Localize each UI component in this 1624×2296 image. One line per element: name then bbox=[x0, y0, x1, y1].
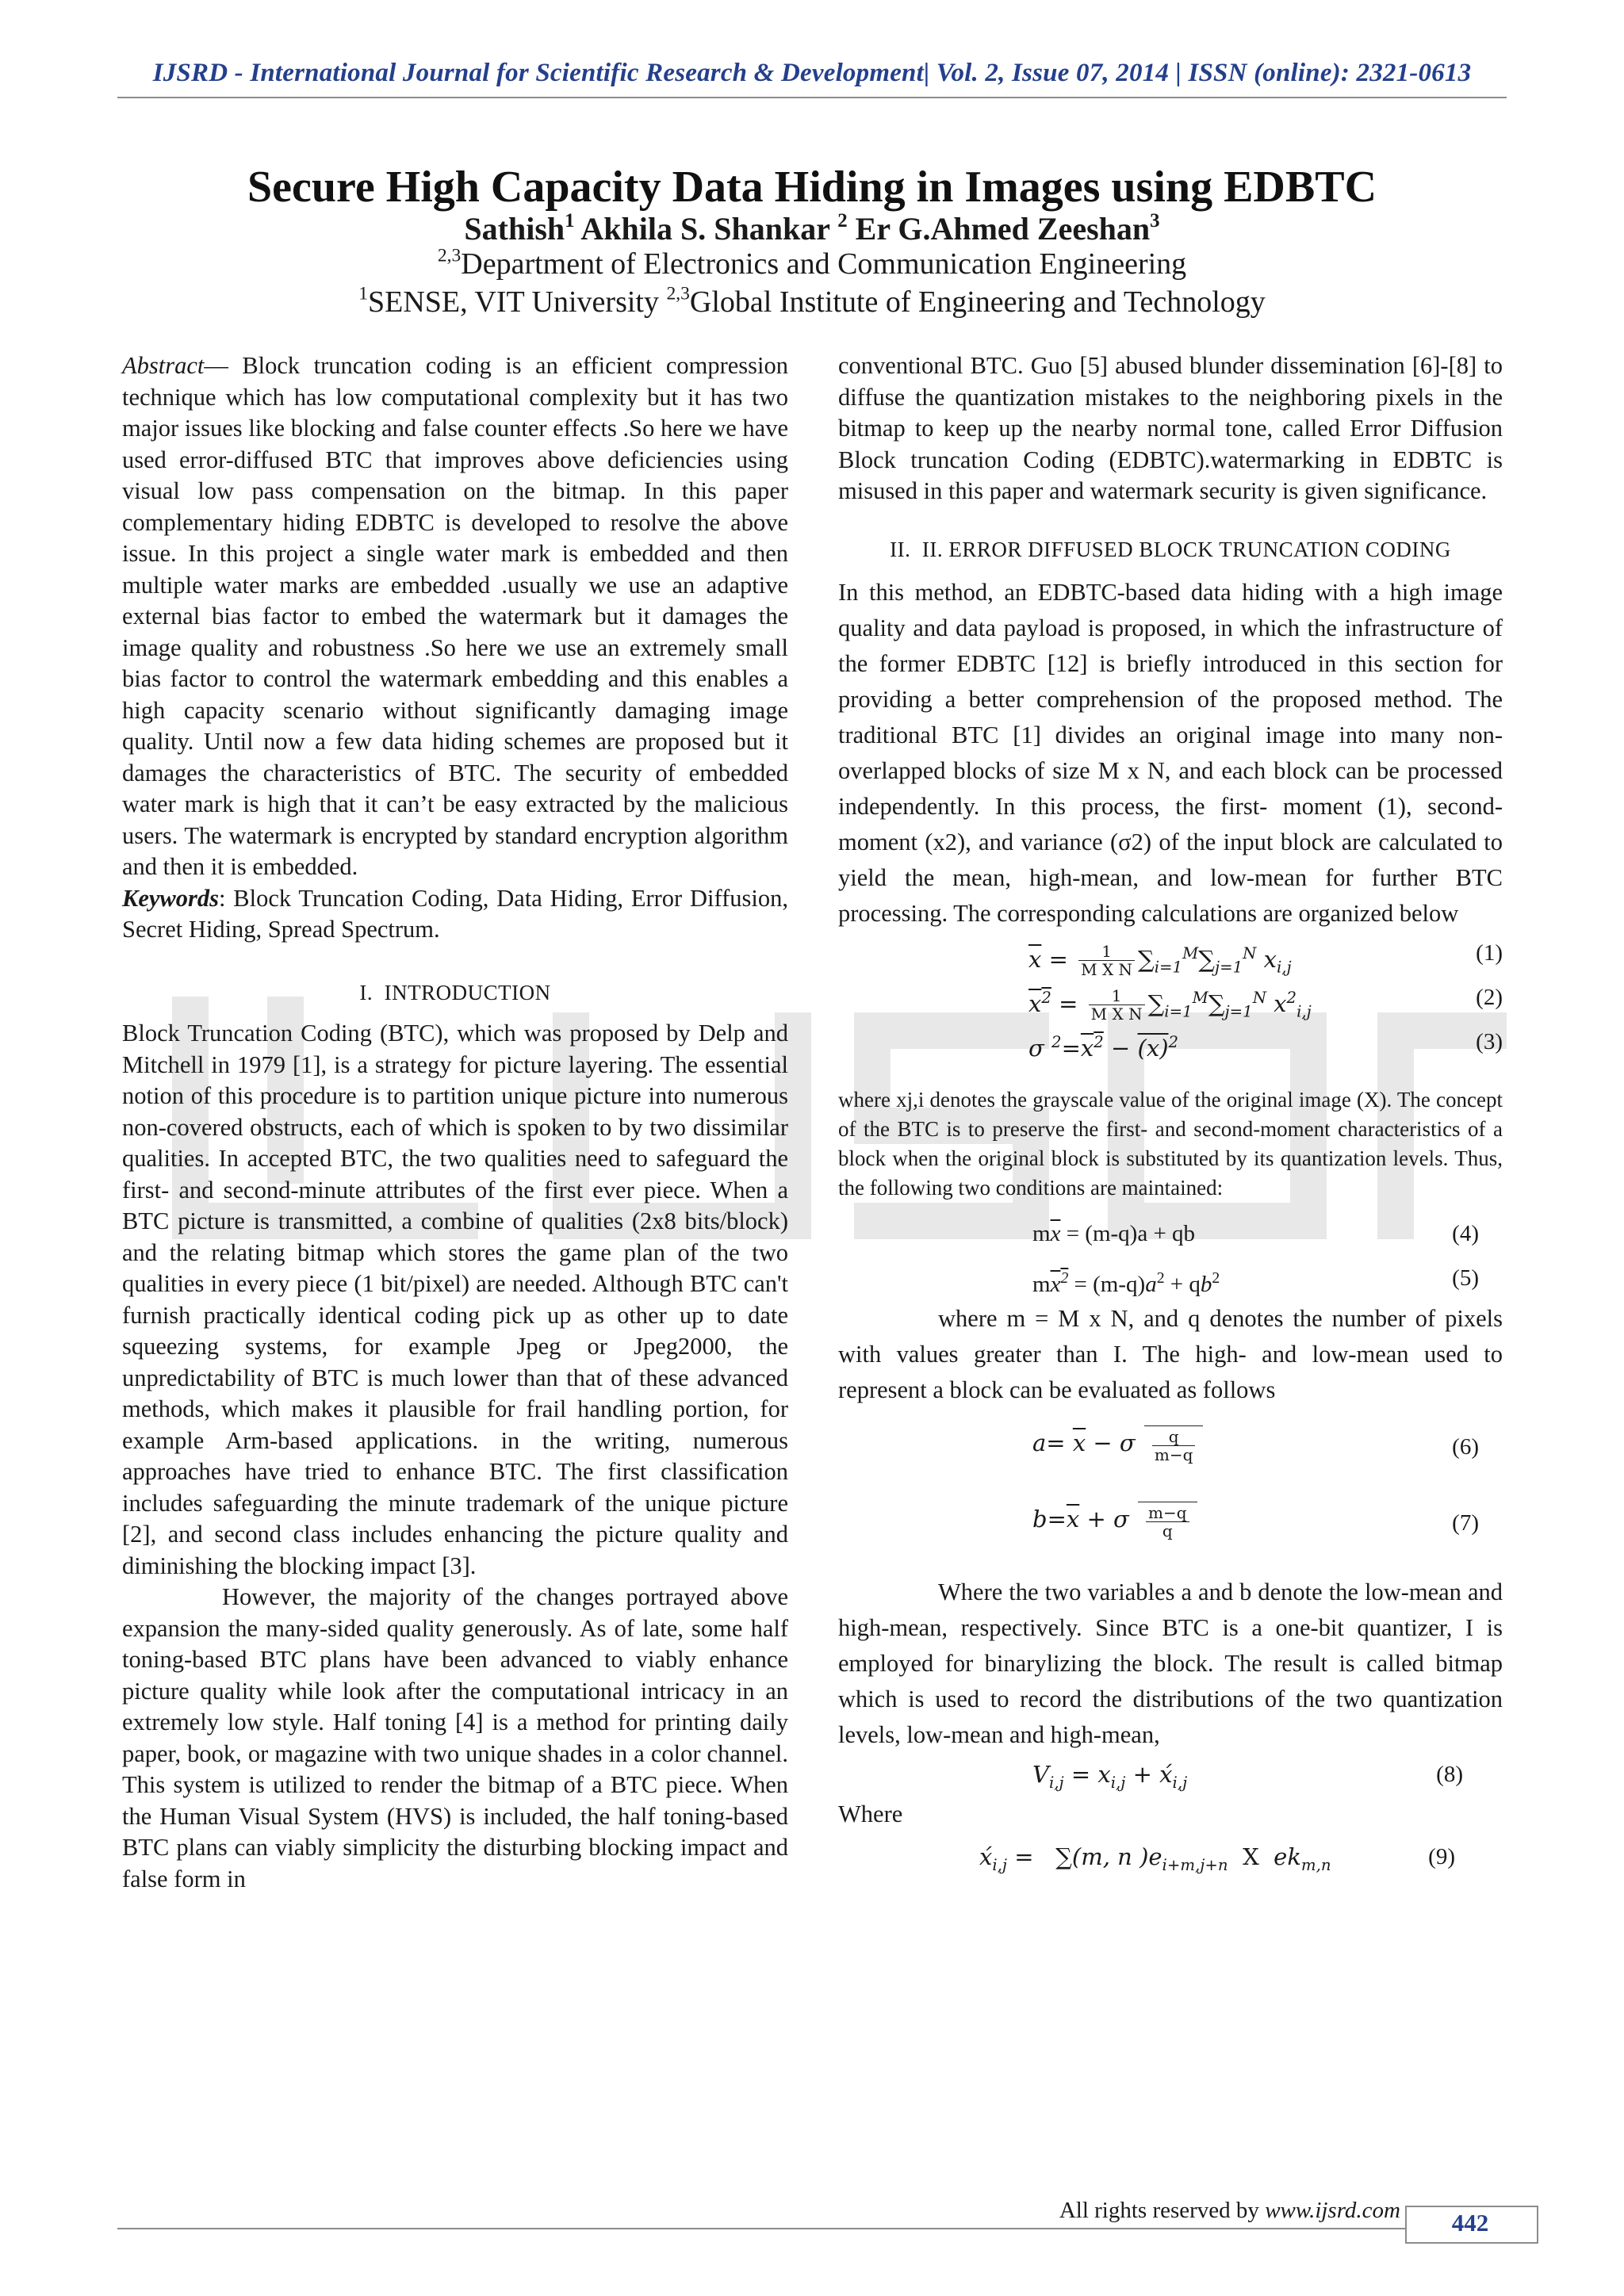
section-2-number: II. bbox=[890, 537, 911, 561]
equation-6: $a= \overline{x} - \sigma$ $\frac{q}{m-q}$ (6) bbox=[1032, 1427, 1479, 1464]
author-3: Er G.Ahmed Zeeshan bbox=[847, 211, 1151, 247]
author-2-mark: 2 bbox=[837, 209, 848, 232]
footer-site-link[interactable]: www.ijsrd.com bbox=[1265, 2198, 1400, 2223]
equation-8-number: (8) bbox=[1436, 1762, 1463, 1787]
affiliation-2-text-a: SENSE, VIT University bbox=[367, 285, 667, 319]
affiliation-2-mark-a: 1 bbox=[358, 283, 368, 304]
affiliation-1-text: Department of Electronics and Communication Engineering bbox=[461, 247, 1187, 281]
abstract-text: — Block truncation coding is an efficient compression technique which has low computational complexity but it has two major issues like blocking and false counter effects .So here we have used error-diffused BTC that improves above deficiencies using visual low pass compensation on the bitmap. In this paper complementary hiding EDBTC is developed to resolve the above issue. In this project a single water mark is embedded and then multiple water marks are embedded .usually we use an adaptive external bias factor to embed the watermark but it damages the image quality and robustness .So here we use an extremely small bias factor to control the watermark embedding and this enables a high capacity scenario without significantly damaging image quality. Until now a few data hiding schemes are proposed but it damages the characteristics of BTC. The security of embedded water mark is high that it can’t be easy extracted by the malicious users. The watermark is encrypted by standard encryption algorithm and then it is embedded. bbox=[122, 352, 788, 880]
equation-9-number: (9) bbox=[1428, 1843, 1455, 1869]
footer-rights bbox=[1036, 2198, 1400, 2224]
running-header: IJSRD - International Journal for Scientific Research & Development| Vol. 2, Issue 07, 2014 | ISSN (online): 2321-0613 bbox=[152, 59, 1472, 87]
method-paragraph: In this method, an EDBTC-based data hiding with a high image quality and data payload is proposed, in which the infrastructure of the former EDBTC [12] is briefly introduced in this section for providing a better comprehension of the proposed method. The traditional BTC [1] divides an original image into many non-overlapped blocks of size M x N, and each block can be processed independently. In this process, the first- moment (1), second-moment (x2), and variance (σ2) of the input block are calculated to yield the mean, high-mean, and low-mean for further BTC processing. The corresponding calculations are organized below bbox=[838, 579, 1503, 927]
affiliation-1-mark: 2,3 bbox=[437, 245, 462, 266]
equation-5-number: (5) bbox=[1452, 1265, 1479, 1291]
where-label: Where bbox=[838, 1800, 903, 1827]
intro-paragraph-1: Block Truncation Coding (BTC), which was proposed by Delp and Mitchell in 1979 [1], is a strategy for picture layering. The essential notion of this procedure is to partition unique picture into numerous non-covered obstructs, each of which is spoken to by two dissimilar qualities. In accepted BTC, the two qualities need to safeguard the first- and second-minute attributes of the first ever piece. When a BTC picture is transmitted, a combine of qualities (2x8 bits/block) and the relating bitmap which stores the game plan of the two qualities in every piece (1 bit/pixel) are needed. Although BTC can't furnish practically identical coding pick up as other up to date squeezing systems, for example Jpeg or Jpeg2000, the unpredictability of BTC is much lower than that of these advanced methods, which makes it plausible for frail handling portion, for example Arm-based applications. in the writing, numerous approaches have tried to enhance BTC. The first classification includes safeguarding the minute trademark of the unique picture [2], and second class includes enhancing the picture quality and diminishing the blocking impact [3]. bbox=[122, 1020, 788, 1579]
equation-8: $V_{i,j} = x_{i,j}$ + $x́_{i,j}$ (8) bbox=[1032, 1761, 1463, 1792]
equation-5: $mx^2 = (m-q)a^2 + qb^2$ (5) bbox=[838, 1257, 1503, 1301]
section-1-title: INTRODUCTION bbox=[384, 980, 551, 1004]
equation-2-number: (2) bbox=[1476, 985, 1503, 1010]
affiliation-1 bbox=[0, 247, 1624, 281]
equation-3: σ $^2=x^2 - (x)^2$ (3) bbox=[838, 1020, 1503, 1065]
section-2-heading bbox=[838, 534, 1503, 566]
where-paragraph-1: where xj,i denotes the grayscale value of the original image (X). The concept of the BTC is to preserve the first- and second-moment characteristics of a block when the original block is substituted by its quantization levels. Thus, the following two conditions are maintained: bbox=[838, 1088, 1503, 1200]
equation-7-number: (7) bbox=[1452, 1510, 1479, 1536]
keywords-label: Keywords bbox=[122, 884, 219, 912]
author-1: Sathish bbox=[464, 211, 565, 247]
keywords bbox=[122, 883, 788, 946]
page-number: 442 bbox=[1451, 2209, 1489, 2237]
right-column bbox=[838, 350, 1503, 1881]
abstract bbox=[122, 350, 788, 883]
affiliation-2-text-b: Global Institute of Engineering and Technology bbox=[689, 285, 1266, 319]
affiliation-2 bbox=[0, 285, 1624, 320]
continued-paragraph: conventional BTC. Guo [5] abused blunder dissemination [6]-[8] to diffuse the quantization mistakes to the neighboring pixels in the bitmap to keep up the nearby normal tone, called Error Diffusion Block truncation Coding (EDBTC).watermarking in EDBTC is misused in this paper and watermark security is given significance. bbox=[838, 352, 1503, 504]
footer-rights-text: All rights reserved by bbox=[1059, 2198, 1266, 2223]
equation-1: $\overline{x}$ = $\frac{1}{\text{M X N}}$ $\sum_{i=1}^M\sum_{j=1}^N$ $x_{i,j}$ (1) bbox=[838, 932, 1503, 976]
header-rule bbox=[117, 97, 1507, 98]
footer-rule bbox=[117, 2228, 1535, 2229]
left-column bbox=[122, 350, 788, 1895]
author-3-mark: 3 bbox=[1150, 209, 1160, 232]
equation-7: $b=\overline{x} + \sigma$ $\frac{m-q}{q}$ (7) bbox=[1032, 1503, 1479, 1540]
author-2: Akhila S. Shankar bbox=[574, 211, 838, 247]
author-line bbox=[0, 210, 1624, 247]
section-1-heading bbox=[122, 978, 788, 1009]
equation-2: $x^2$ = $\frac{1}{\text{M X N}}$ $\sum_{i=1}^M\sum_{j=1}^N$ $x^2_{i,j}$ (2) bbox=[838, 976, 1503, 1020]
section-1-number: I. bbox=[359, 980, 373, 1004]
keywords-text: : Block Truncation Coding, Data Hiding, Error Diffusion, Secret Hiding, Spread Spectrum. bbox=[122, 884, 788, 943]
author-1-mark: 1 bbox=[565, 209, 575, 232]
where-paragraph-2: where m = M x N, and q denotes the number of pixels with values greater than I. The high- and low-mean used to represent a block can be evaluated as follows bbox=[838, 1305, 1503, 1403]
paper-title: Secure High Capacity Data Hiding in Images using EDBTC bbox=[247, 163, 1377, 212]
equation-3-number: (3) bbox=[1476, 1029, 1503, 1054]
abstract-label: Abstract bbox=[122, 352, 205, 379]
intro-paragraph-2: However, the majority of the changes portrayed above expansion the many-sided quality generously. As of late, some half toning-based BTC plans have been advanced to viably enhance picture quality while look after the computational intricacy in an extremely low style. Half toning [4] is a method for printing daily paper, book, or magazine with two unique shades in a color channel. This system is utilized to render the bitmap of a BTC piece. When the Human Visual System (HVS) is included, the half toning-based BTC plans can viably simplicity the disturbing blocking impact and false form in bbox=[122, 1583, 788, 1892]
equation-4: $m\overline{x} = (m-q)a$ + qb (4) bbox=[838, 1212, 1503, 1257]
where-paragraph-3: Where the two variables a and b denote the low-mean and high-mean, respectively. Since BTC is a one-bit quantizer, I is employed for binarylizing the block. The result is called bitmap which is used to record the distributions of the two quantization levels, low-mean and high-mean, bbox=[838, 1578, 1503, 1748]
equation-6-number: (6) bbox=[1452, 1434, 1479, 1460]
equation-1-number: (1) bbox=[1476, 940, 1503, 966]
affiliation-2-mark-b: 2,3 bbox=[666, 283, 690, 304]
section-2-title: II. ERROR DIFFUSED BLOCK TRUNCATION CODING bbox=[921, 537, 1451, 561]
equation-9: $x́_{i,j} = \sum(m$, n )$e_{i+m,j+n}$ X $ek_{m,n}$ (9) bbox=[979, 1843, 1455, 1874]
equation-4-number: (4) bbox=[1452, 1221, 1479, 1246]
